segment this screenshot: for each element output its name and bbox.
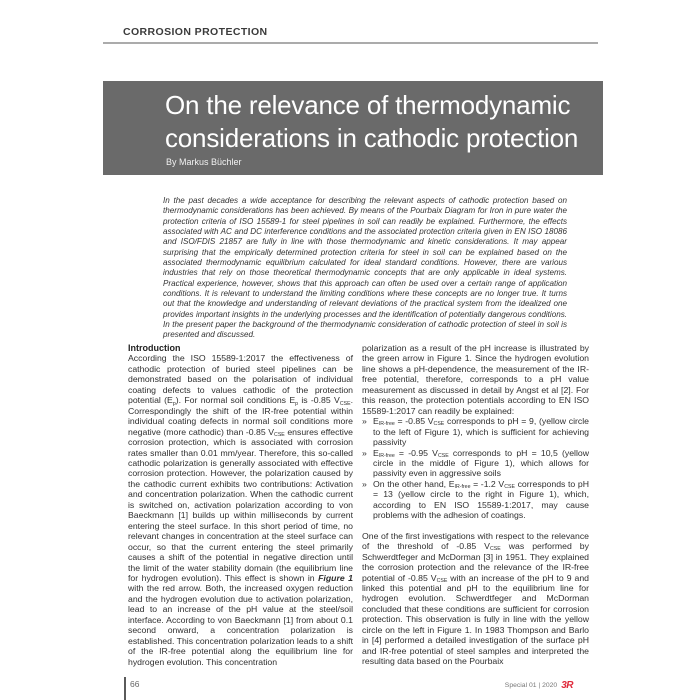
list-item xyxy=(362,448,589,479)
list-item-text: On the other hand, $E_{IR-free} = -1.2$ $V_{CSE}$ corresponds to pH = 13 (yellow circle to the right in Figure 1), which, according to EN ISO 15589-1:2017, may cause problems with the adhesion of coatings. xyxy=(373,478,589,521)
header-divider xyxy=(103,42,598,44)
title-banner xyxy=(103,81,603,175)
left-column xyxy=(128,343,353,667)
page-number: 66 xyxy=(130,679,140,689)
left-column-paragraph: According the ISO 15589-1:2017 the effectiveness of cathodic protection of buried steel pipelines can be demonstrated based on the polarisation of individual coating defects to values cathodic of the protection potential $(E_p)$. For normal soil conditions $E_p$ is -0.85 $V_{CSE}$. Correspondingly the shift of the IR-free potential within individual coating defects in normal soil conditions more negative (more cathodic) than -0.85 $V_{CSE}$ ensures effective corrosion protection, which is associated with corrosion rates smaller than 0.01 mm/year. Therefore, this so-called cathodic polarization is generally associated with effective corrosion protection. However, the polarization caused by the cathodic current exhibits two contributions: Activation and concentration polarization. When the cathodic current is switched on, activation polarization according to von Baeckmann [1] builds up within milliseconds by current entering the steel surface. In this short period of time, no relevant changes in concentration at the steel surface can occur, so that the current entering the steel primarily causes a shift of the potential in negative direction until the limit of the water stability domain (the equilibrium line for hydrogen evolution). This effect is shown in Figure 1 with the red arrow. Both, the increased oxygen reduction and the hydrogen evolution due to activation polarization, lead to an increase of the pH value at the steel/soil interface. According to von Baeckmann [1] from about 0.1 second onward, a concentration polarization is established. This concentration polarization leads to a shift of the IR-free potential along the equilibrium line for hydrogen evolution. This concentration xyxy=(128,353,354,667)
introduction-heading: Introduction xyxy=(128,343,181,353)
right-column-paragraph-1: polarization as a result of the pH increase is illustrated by the green arrow in Figure 1. Since the hydrogen evolution line shows a pH-dependence, the measurement of the IR-free potential, therefore, corresponds to a pH value measurement as discussed in detail by Angst et al [2]. For this reason, the protection potentials according to EN ISO 15589-1:2017 can readily be explained: xyxy=(362,343,589,416)
issue-label: Special 01 | 2020 xyxy=(504,682,558,689)
article-title xyxy=(165,89,578,154)
footer-issue-group xyxy=(505,680,573,691)
article-title-line-1: On the relevance of thermodynamic xyxy=(165,90,571,120)
footer-page-number-rule xyxy=(124,677,126,700)
list-item xyxy=(362,416,589,447)
journal-logo-3r: 3R xyxy=(561,680,573,691)
protection-potential-bullet-list xyxy=(362,416,589,521)
section-category-label: CORROSION PROTECTION xyxy=(123,26,268,38)
right-column-paragraph-2: One of the first investigations with respect to the relevance of the threshold of -0.85 $V_{CSE}$ was performed by Schwerdtfeger and McDorman [3] in 1951. They explained the corrosion protection and the relevance of the IR-free potential of -0.85 $V_{CSE}$ with an increase of the pH to 9 and linked this potential and pH to the equilibrium line for hydrogen evolution. Schwerdtfeger and McDorman concluded that these conditions are sufficient for corrosion protection. This observation is fully in line with the yellow circle on the left in Figure 1. In 1983 Thompson and Barlo in [4] performed a detailed investigation of the surface pH and IR-free potential of steel samples and interpreted the resulting data based on the Pourbaix xyxy=(362,530,589,667)
bullet-marker: » xyxy=(362,416,367,427)
list-item xyxy=(362,479,589,521)
bullet-marker: » xyxy=(362,447,367,458)
list-item-text: $E_{IR-free} = -0.95$ $V_{CSE}$ corresponds to pH = 10,5 (yellow circle in the middle of Figure 1), which allows for passivity even in aggressive soils xyxy=(373,447,589,479)
article-byline: By Markus Büchler xyxy=(166,157,242,167)
article-title-line-2: considerations in cathodic protection xyxy=(165,122,579,153)
abstract-paragraph: In the past decades a wide acceptance for describing the relevant aspects of cathodic protection based on thermodynamic considerations has been achieved. By means of the Pourbaix Diagram for Iron in pure water the protection criteria of ISO 15589-1 for steel pipelines in soil can readily be explained. Furthermore, the effects associated with AC and DC interference conditions and the associated protection criteria given in EN ISO 18086 and ISO/FDIS 21857 are fully in line with those thermodynamic and kinetic considerations. It may appear surprising that the empirically determined protection criteria for steel in soil can be explained based on the associated thermodynamic equilibrium calculated for ideal standard conditions. However, there are various industries that rely on those theoretical thermodynamic concepts that are only applicable in ideal systems. Practical experience, however, shows that this approach can often be used over a certain range of application conditions. It is relevant to understand the limiting conditions where these concepts are no longer true. It turns out that the knowledge and understanding of relevant deviations of the practical system from the idealized one provides important insights in the underlying processes and the identification of potentially dangerous conditions. In the present paper the background of the thermodynamic consideration of cathodic protection of steel in soil is presented and discussed. xyxy=(163,196,567,340)
bullet-marker: » xyxy=(362,478,367,489)
right-column xyxy=(362,343,589,667)
list-item-text: $E_{IR-free} = -0.85$ $V_{CSE}$ corresponds to pH = 9, (yellow circle to the left of Figure 1), which is sufficient for achieving passivity xyxy=(373,416,589,448)
